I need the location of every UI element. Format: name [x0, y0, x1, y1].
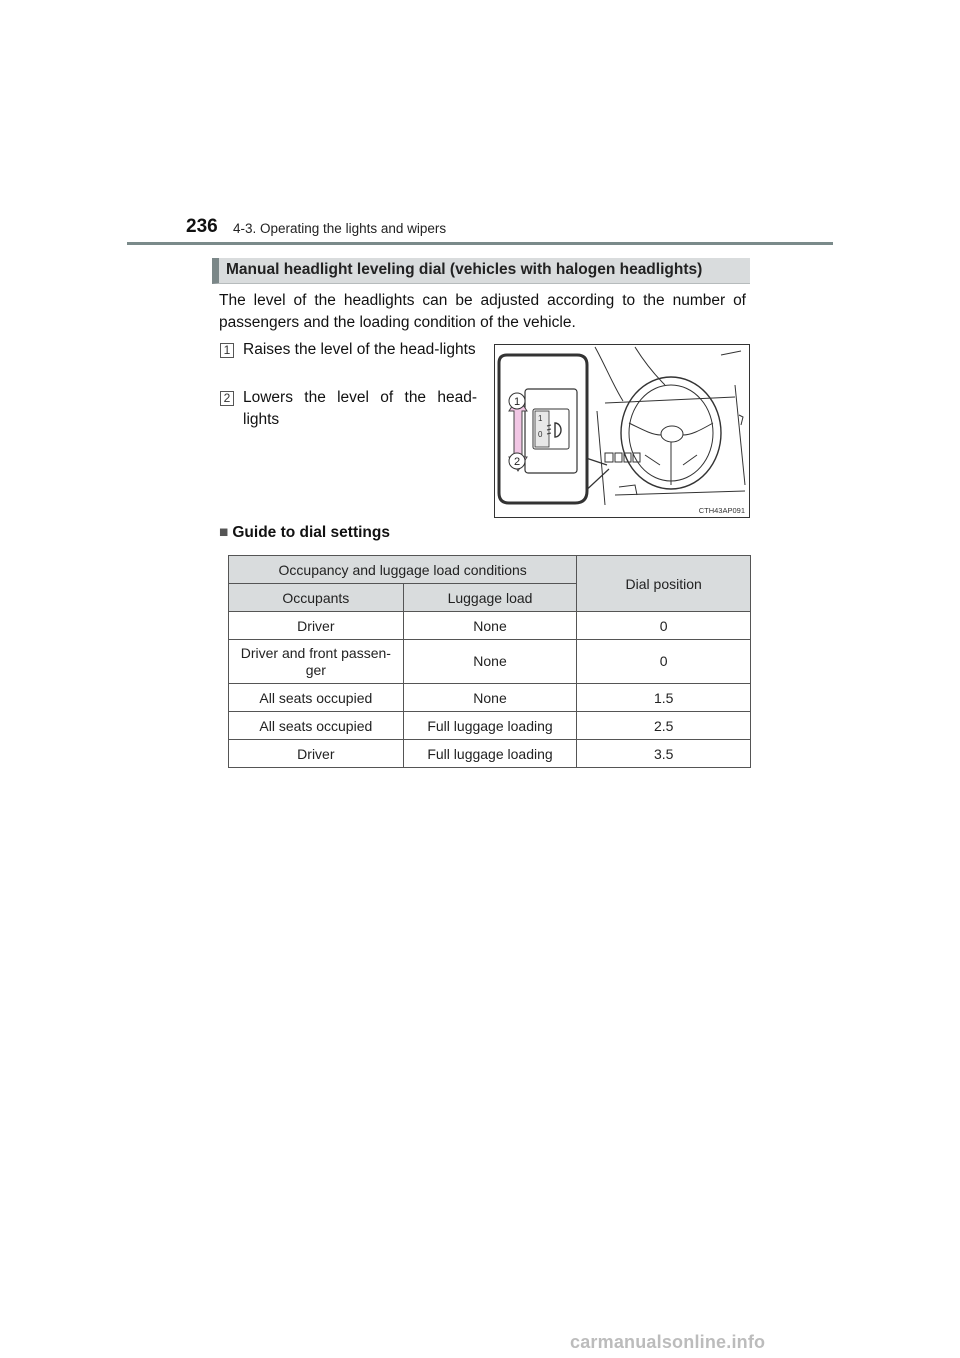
table-row: [229, 684, 751, 712]
guide-heading: [219, 524, 390, 542]
chapter-title: 4-3. Operating the lights and wipers: [233, 221, 447, 236]
header-occupants: Occupants: [229, 584, 404, 612]
dial-settings-table: [228, 555, 751, 768]
cell-occupants: Driver and front passen-ger: [229, 640, 404, 684]
header-conditions: Occupancy and luggage load conditions: [229, 556, 577, 584]
cell-occupants: Driver: [229, 612, 404, 640]
header-dial-position: Dial position: [577, 556, 751, 612]
figure-code: CTH43AP091: [698, 506, 745, 515]
item-number-1: 1: [220, 343, 234, 358]
cell-dial: 0: [577, 612, 751, 640]
callout-1: 1: [513, 396, 521, 408]
cell-dial: 0: [577, 640, 751, 684]
square-bullet-icon: ■: [219, 524, 229, 541]
cell-dial: 1.5: [577, 684, 751, 712]
cell-dial: 3.5: [577, 740, 751, 768]
table-header-row: [229, 556, 751, 584]
table-row: [229, 740, 751, 768]
item-text-raise: Raises the level of the head-lights: [243, 341, 476, 358]
cell-luggage: Full luggage loading: [403, 740, 577, 768]
item-text-lower: Lowers the level of the head-lights: [243, 389, 477, 428]
cell-luggage: None: [403, 684, 577, 712]
dial-mark-1: 1: [538, 414, 543, 423]
item-number-2: 2: [220, 391, 234, 406]
watermark: carmanualsonline.info: [570, 1332, 766, 1352]
cell-occupants: Driver: [229, 740, 404, 768]
table-row: [229, 612, 751, 640]
header-divider: [127, 242, 833, 245]
callout-2: 2: [513, 456, 521, 468]
cell-occupants: All seats occupied: [229, 712, 404, 740]
dial-mark-0: 0: [538, 430, 543, 439]
cell-luggage: None: [403, 612, 577, 640]
cell-occupants: All seats occupied: [229, 684, 404, 712]
header-luggage-load: Luggage load: [403, 584, 577, 612]
cell-dial: 2.5: [577, 712, 751, 740]
headlight-dial-illustration: [494, 344, 750, 518]
section-title: Manual headlight leveling dial (vehicles with halogen headlights): [226, 261, 703, 278]
table-row: [229, 640, 751, 684]
guide-heading-text: Guide to dial settings: [232, 524, 390, 541]
intro-paragraph: The level of the headlights can be adjusted according to the number of passengers and the loading condition of the vehicle.: [219, 292, 746, 331]
cell-luggage: Full luggage loading: [403, 712, 577, 740]
cell-luggage: None: [403, 640, 577, 684]
table-row: [229, 712, 751, 740]
page-number: 236: [186, 216, 218, 237]
